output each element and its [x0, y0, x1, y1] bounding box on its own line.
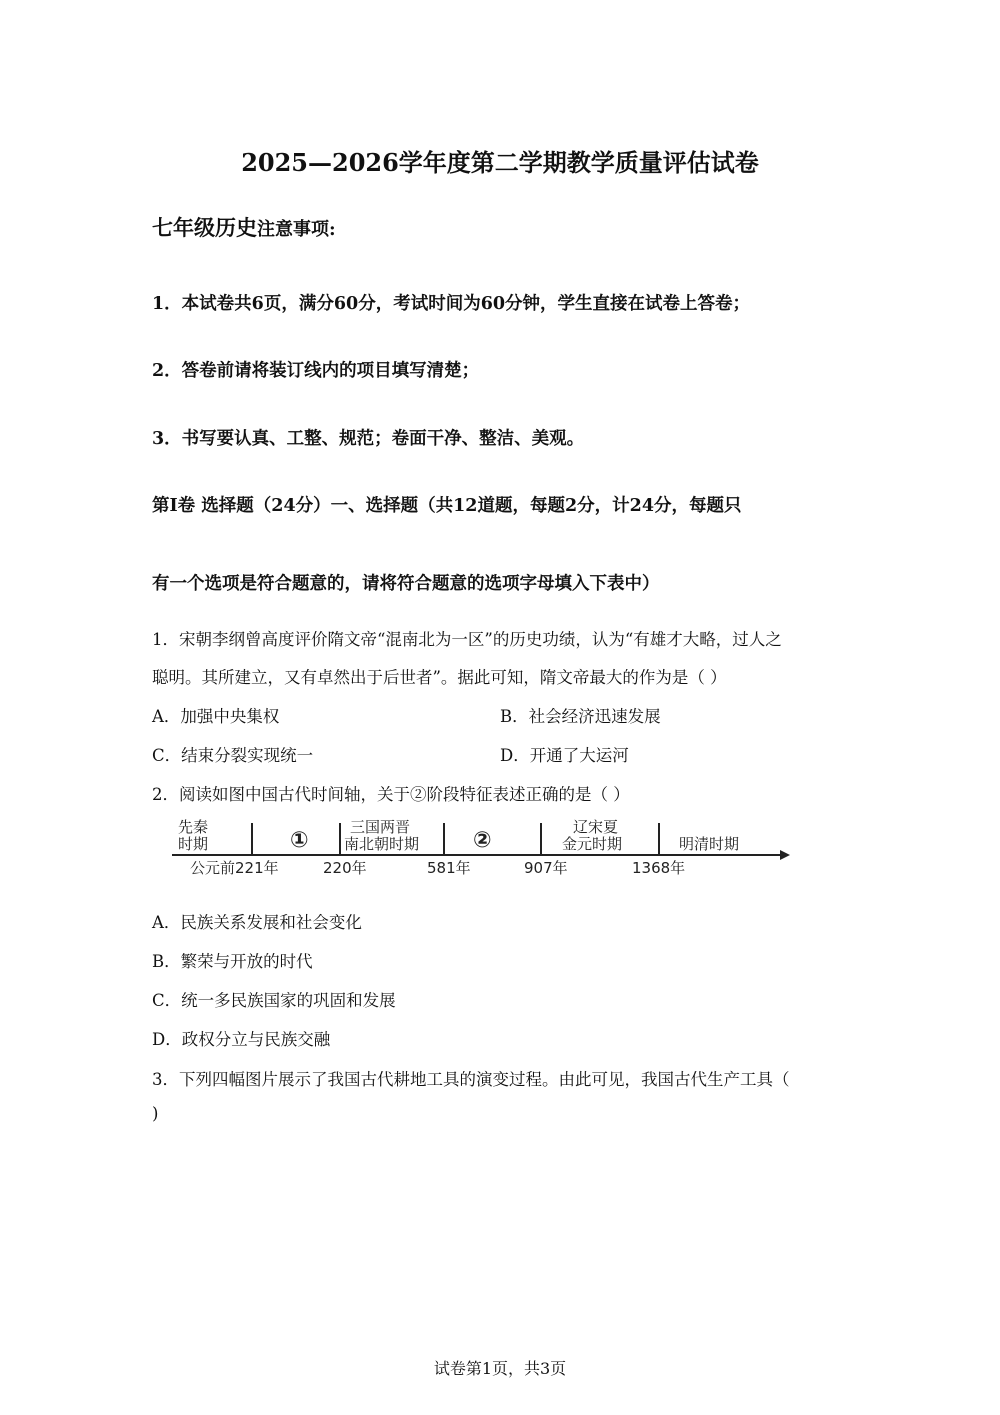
timeline-date-label: 公元前221年 — [190, 859, 279, 877]
notice-item: 3．书写要认真、工整、规范；卷面干净、整洁、美观。 — [152, 429, 585, 449]
question-2-option-b: B．繁荣与开放的时代 — [152, 952, 313, 971]
question-2-option-a: A．民族关系发展和社会变化 — [152, 913, 362, 932]
timeline-period-label: 先秦 — [178, 818, 209, 836]
timeline-period-label: 金元时期 — [562, 835, 623, 853]
notice-item: 2．答卷前请将装订线内的项目填写清楚； — [152, 361, 480, 381]
question-1-line2: 聪明。其所建立，又有卓然出于后世者”。据此可知，隋文帝最大的作为是（ ） — [152, 668, 727, 687]
timeline-period-label: 明清时期 — [679, 835, 740, 853]
question-2-option-d: D．政权分立与民族交融 — [152, 1030, 331, 1049]
question-1-option-d: D．开通了大运河 — [500, 746, 629, 765]
timeline-arrow-icon — [780, 850, 790, 860]
section-heading-line1: 第Ⅰ卷 选择题（24分）一、选择题（共12道题，每题2分，计24分，每题只 — [152, 496, 742, 516]
timeline-diagram — [168, 815, 793, 880]
subject-name: 七年级历史 — [152, 215, 257, 240]
timeline-period-label: ① — [290, 828, 309, 853]
exam-title: 2025—2026学年度第二学期教学质量评估试卷 — [241, 148, 759, 177]
question-2-line1: 2．阅读如图中国古代时间轴，关于②阶段特征表述正确的是（ ） — [152, 785, 630, 804]
timeline-period-label: 辽宋夏 — [573, 818, 619, 836]
timeline-date-label: 907年 — [524, 859, 568, 877]
timeline-period-label: ② — [473, 828, 492, 853]
page-footer: 试卷第1页，共3页 — [433, 1359, 567, 1378]
subject-heading — [152, 212, 336, 242]
question-1-option-a: A．加强中央集权 — [152, 707, 280, 726]
question-1-option-c: C．结束分裂实现统一 — [152, 746, 314, 765]
question-3-line2: ) — [152, 1104, 159, 1123]
notice-item: 1．本试卷共6页，满分60分，考试时间为60分钟，学生直接在试卷上答卷； — [152, 294, 751, 314]
timeline-period-label: 三国两晋 — [350, 818, 411, 836]
timeline-period-label: 南北朝时期 — [344, 835, 420, 853]
timeline-period-label: 时期 — [178, 835, 209, 853]
notice-label: 注意事项: — [257, 219, 336, 240]
timeline-date-label: 220年 — [323, 859, 367, 877]
question-1-option-b: B．社会经济迅速发展 — [500, 707, 661, 726]
question-2-option-c: C．统一多民族国家的巩固和发展 — [152, 991, 396, 1010]
question-3-line1: 3．下列四幅图片展示了我国古代耕地工具的演变过程。由此可见，我国古代生产工具（ — [152, 1070, 790, 1089]
timeline-date-label: 581年 — [427, 859, 471, 877]
timeline-date-label: 1368年 — [632, 859, 686, 877]
section-heading-line2: 有一个选项是符合题意的，请将符合题意的选项字母填入下表中） — [152, 574, 660, 594]
question-1-line1: 1．宋朝李纲曾高度评价隋文帝“混南北为一区”的历史功绩，认为“有雄才大略，过人之 — [152, 630, 782, 649]
